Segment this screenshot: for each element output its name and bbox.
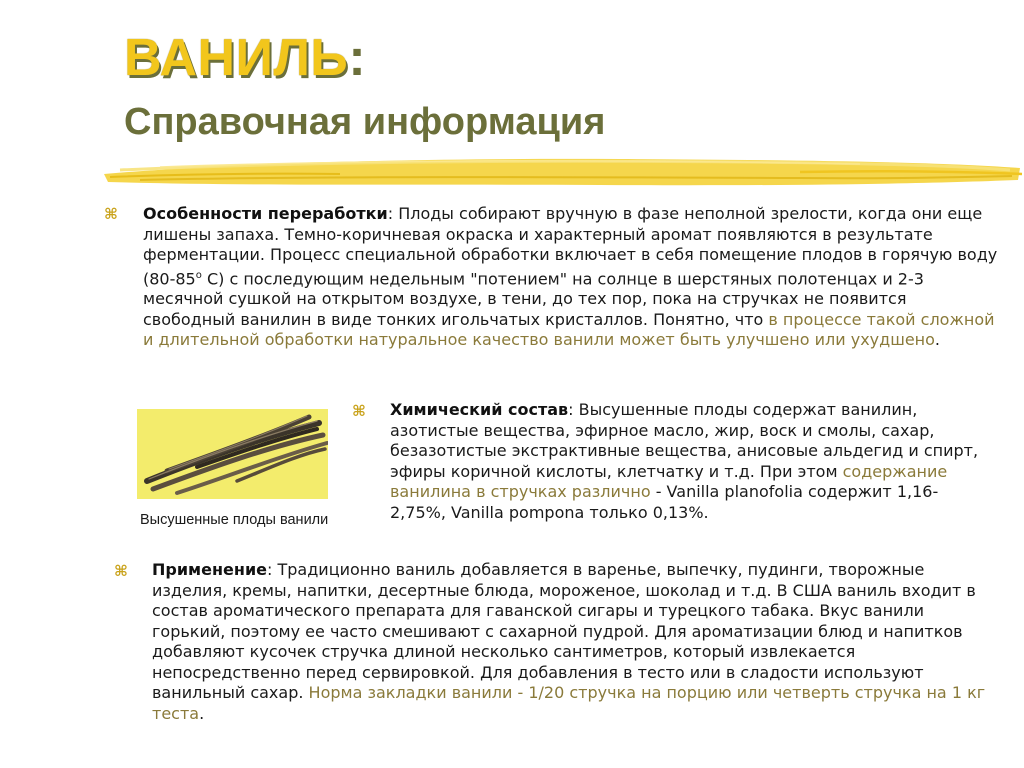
usage-highlight: Норма закладки ванили - 1/20 стручка на порцию или четверть стручка на 1 кг теста xyxy=(152,683,986,723)
usage-paragraph xyxy=(152,560,1002,724)
brush-stroke-divider xyxy=(100,150,1024,194)
processing-end: . xyxy=(934,330,941,350)
processing-highlight: в процессе такой сложной и длительной обработки натуральное качество ванили может быть улучшено или ухудшено xyxy=(143,309,995,350)
bullet-command-icon: ⌘ xyxy=(114,562,128,580)
bullet-command-icon: ⌘ xyxy=(104,205,118,223)
title-colon: : xyxy=(348,29,367,87)
chemistry-term: Химический состав xyxy=(390,400,569,419)
chemistry-paragraph xyxy=(390,400,990,523)
processing-paragraph xyxy=(143,204,1003,351)
usage-end: . xyxy=(199,703,205,723)
processing-text: : Плоды собирают вручную в фазе неполной зрелости, когда они еще лишены запаха. Темно-коричневая окраска и характерный аромат появляются в результате ферментации. Процесс специальной обработки включает в себя помещение плодов в горячую воду (80-85 xyxy=(143,204,998,288)
slide-title xyxy=(124,28,366,88)
slide-subtitle: Справочная информация xyxy=(124,101,606,143)
usage-term: Применение xyxy=(152,560,268,579)
vanilla-pods-photo xyxy=(137,409,328,499)
bullet-command-icon: ⌘ xyxy=(352,402,366,420)
processing-text-2: С) с последующим недельным "потением" на солнце в шерстяных полотенцах и 2-3 месячной сушкой на открытом воздухе, в тени, до тех пор, пока на стручках не появится свободный ванилин в виде тонких игольчатых кристаллов. Понятно, что xyxy=(143,268,924,329)
processing-term: Особенности переработки xyxy=(143,204,388,223)
title-word: ВАНИЛЬ xyxy=(124,29,349,87)
chemistry-text-2: - Vanilla planofolia содержит 1,16-2,75%, Vanilla pompona только 0,13%. xyxy=(390,482,939,522)
chemistry-highlight: содержание ванилина в стручках различно xyxy=(390,461,948,501)
usage-text: : Традиционно ваниль добавляется в варенье, выпечку, пудинги, творожные изделия, кремы, напитки, десертные блюда, мороженое, шоколад и т.д. В США ваниль входит в состав ароматического препарата для гаванской сигары и турецкого табака. Вкус ванили горький, поэтому ее часто смешивают с сахарной пудрой. Для ароматизации блюд и напитков добавляют кусочек стручка длиной несколько сантиметров, который извлекается непосредственно перед сервировкой. Для добавления в тесто или в сладости используют ванильный сахар. xyxy=(152,560,976,702)
chemistry-text: : Высушенные плоды содержат ванилин, азотистые вещества, эфирное масло, жир, воск и смолы, сахар, безазотистые экстрактивные вещества, анисовые альдегид и спирт, эфиры коричной кислоты, клетчатку и т.д. При этом xyxy=(390,400,979,481)
degree-sign: о xyxy=(195,269,202,281)
photo-caption: Высушенные плоды ванили xyxy=(140,512,329,528)
